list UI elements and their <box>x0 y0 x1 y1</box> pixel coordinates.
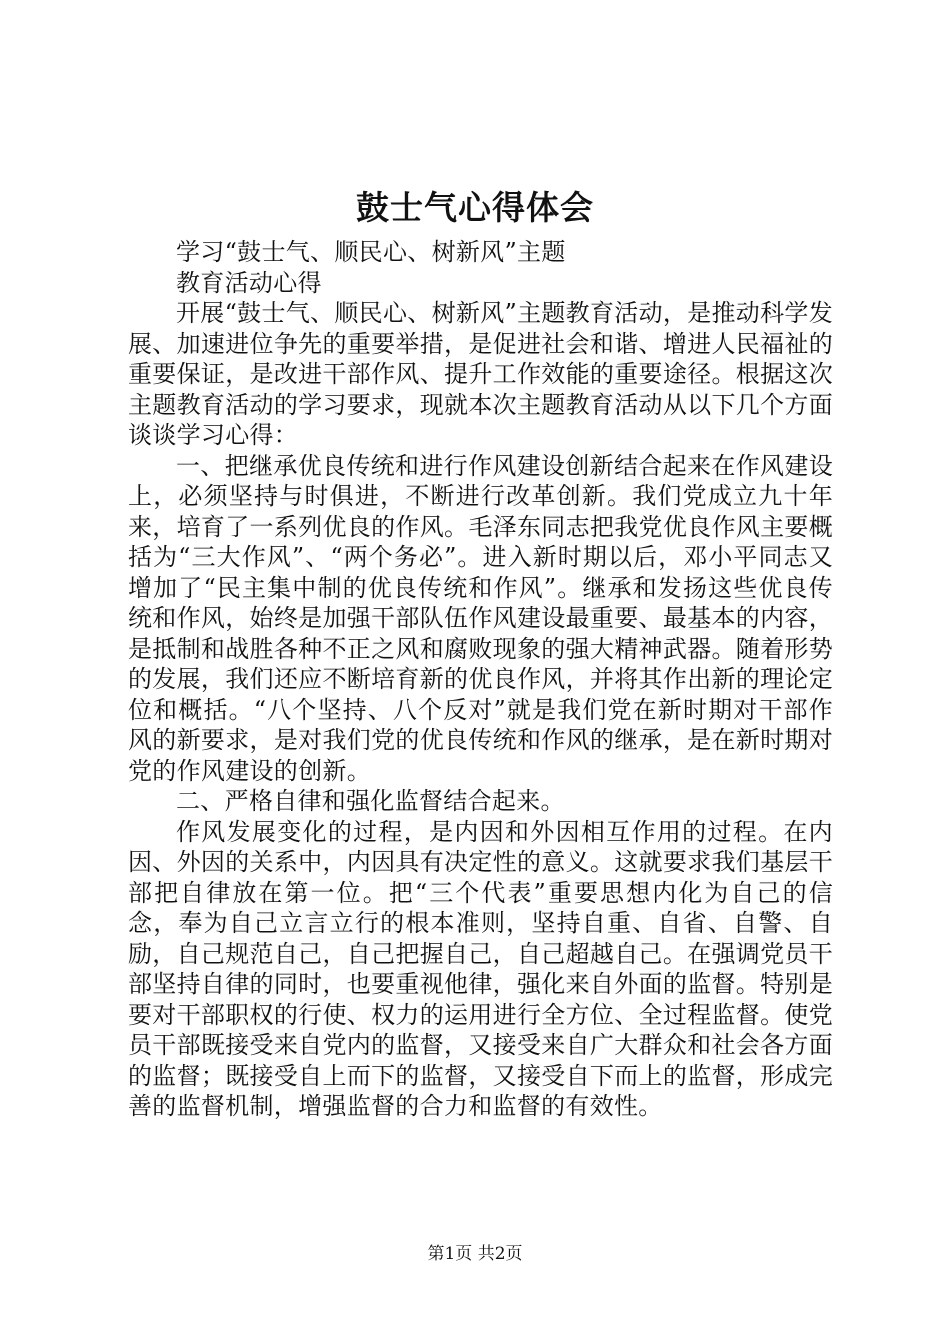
document-title: 鼓士气心得体会 <box>356 188 594 227</box>
page-number-footer: 第1页 共2页 <box>427 1244 523 1264</box>
section-one-paragraph: 一、把继承优良传统和进行作风建设创新结合起来在作风建设上，必须坚持与时俱进，不断进行改革创新。我们党成立九十年来，培育了一系列优良的作风。毛泽东同志把我党优良作风主要概括为“三大作风”、“两个务必”。进入新时期以后，邓小平同志又增加了“民主集中制的优良传统和作风”。继承和发扬这些优良传统和作风，始终是加强干部队伍作风建设最重要、最基本的内容，是抵制和战胜各种不正之风和腐败现象的强大精神武器。随着形势的发展，我们还应不断培育新的优良作风，并将其作出新的理论定位和概括。“八个坚持、八个反对”就是我们党在新时期对干部作风的新要求，是对我们党的优良传统和作风的继承，是在新时期对党的作风建设的创新。 <box>128 451 833 785</box>
subtitle-line-2: 教育活动心得 <box>176 268 322 297</box>
section-two-heading: 二、严格自律和强化监督结合起来。 <box>176 787 565 815</box>
intro-paragraph: 开展“鼓士气、顺民心、树新风”主题教育活动，是推动科学发展、加速进位争先的重要举措，是促进社会和谐、增进人民福祉的重要保证，是改进干部作风、提升工作效能的重要途径。根据这次主题教育活动的学习要求，现就本次主题教育活动从以下几个方面谈谈学习心得： <box>128 299 833 449</box>
section-two-paragraph: 作风发展变化的过程，是内因和外因相互作用的过程。在内因、外因的关系中，内因具有决定性的意义。这就要求我们基层干部把自律放在第一位。把“三个代表”重要思想内化为自己的信念，奉为自己立言立行的根本准则，坚持自重、自省、自警、自励，自己规范自己，自己把握自己，自己超越自己。在强调党员干部坚持自律的同时，也要重视他律，强化来自外面的监督。特别是要对干部职权的行使、权力的运用进行全方位、全过程监督。使党员干部既接受来自党内的监督，又接受来自广大群众和社会各方面的监督；既接受自上而下的监督，又接受自下而上的监督，形成完善的监督机制，增强监督的合力和监督的有效性。 <box>128 817 833 1120</box>
document-body <box>128 237 833 1122</box>
subtitle-line-1: 学习“鼓士气、顺民心、树新风”主题 <box>176 238 566 266</box>
